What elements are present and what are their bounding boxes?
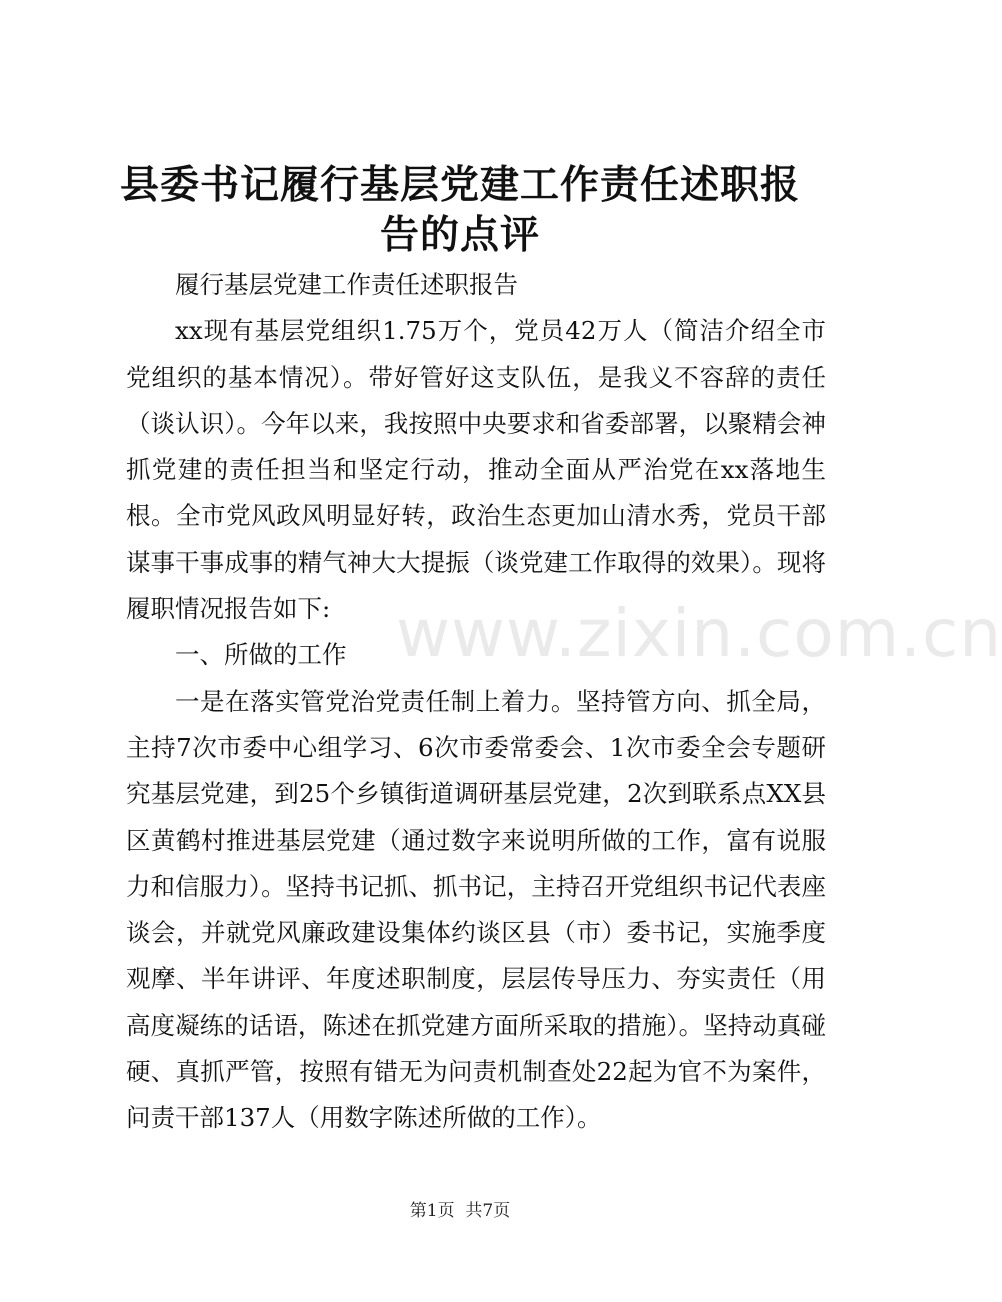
document-body <box>126 262 826 1142</box>
document-title: 县委书记履行基层党建工作责任述职报告的点评 <box>119 162 800 258</box>
page-number-total: 共7页 <box>465 1201 511 1221</box>
section-heading: 一、所做的工作 <box>175 640 347 670</box>
body-paragraph-intro: xx现有基层党组织1.75万个，党员42万人（简洁介绍全市党组织的基本情况）。带好管好这支队伍，是我义不容辞的责任（谈认识）。今年以来，我按照中央要求和省委部署，以聚精会神抓党建的责任担当和坚定行动，推动全面从严治党在xx落地生根。全市党风政风明显好转，政治生态更加山清水秀，党员干部谋事干事成事的精气神大大提振（谈党建工作取得的效果）。现将履职情况报告如下: <box>126 316 826 624</box>
body-paragraph-work: 一是在落实管党治党责任制上着力。坚持管方向、抓全局，主持7次市委中心组学习、6次市委常委会、1次市委全会专题研究基层党建，到25个乡镇街道调研基层党建，2次到联系点XX县区黄鹤村推进基层党建（通过数字来说明所做的工作，富有说服力和信服力）。坚持书记抓、抓书记，主持召开党组织书记代表座谈会，并就党风廉政建设集体约谈区县（市）委书记，实施季度观摩、半年讲评、年度述职制度，层层传导压力、夯实责任（用高度凝练的话语，陈述在抓党建方面所采取的措施）。坚持动真碰硬、真抓严管，按照有错无为问责机制查处22起为官不为案件，问责干部137人（用数字陈述所做的工作）。 <box>126 686 826 1133</box>
page-number-current: 第1页 <box>409 1201 455 1221</box>
watermark: www.zixin.com.cn <box>396 595 1002 672</box>
page-footer <box>0 1199 920 1223</box>
section-subtitle: 履行基层党建工作责任述职报告 <box>175 270 518 299</box>
